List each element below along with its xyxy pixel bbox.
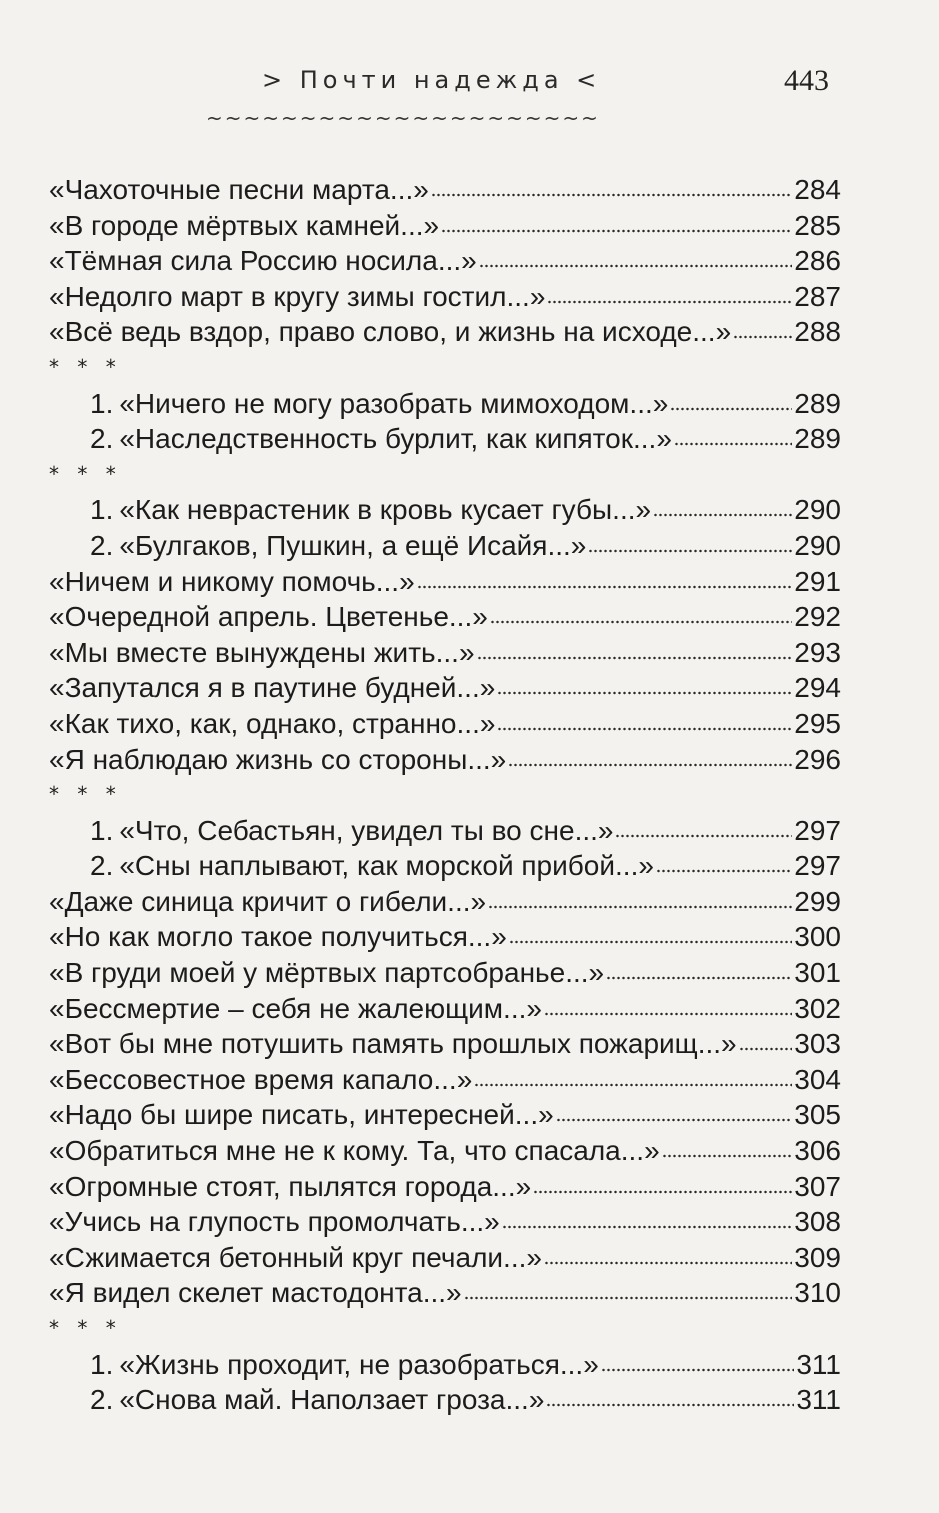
entry-page-number: 302 xyxy=(794,992,841,1024)
dot-leader xyxy=(431,193,792,197)
entry-page-number: 290 xyxy=(794,529,841,561)
table-of-contents xyxy=(49,172,841,1418)
entry-title: «Ничем и никому помочь...» xyxy=(49,565,415,597)
toc-subentry xyxy=(49,1382,841,1418)
entry-title: «Запутался я в паутине будней...» xyxy=(49,672,496,704)
entry-page-number: 311 xyxy=(796,1384,841,1416)
entry-page-number: 297 xyxy=(794,814,841,846)
toc-entry xyxy=(49,742,841,778)
entry-page-number: 296 xyxy=(794,743,841,775)
entry-title: «Обратиться мне не к кому. Та, что спасала...» xyxy=(49,1135,660,1167)
entry-page-number: 292 xyxy=(794,601,841,633)
toc-subentry xyxy=(49,386,841,422)
entry-title: «Недолго март в кругу зимы гостил...» xyxy=(49,280,546,312)
dot-leader xyxy=(615,834,792,838)
entry-page-number: 306 xyxy=(794,1135,841,1167)
entry-title: «Я наблюдаю жизнь со стороны...» xyxy=(49,743,507,775)
section-separator: * * * xyxy=(49,782,122,807)
entry-title: «Учись на глупость промолчать...» xyxy=(49,1206,500,1238)
entry-page-number: 289 xyxy=(794,423,841,455)
toc-entry xyxy=(49,1204,841,1240)
entry-title: «Огромные стоят, пылятся города...» xyxy=(49,1170,532,1202)
entry-page-number: 310 xyxy=(794,1277,841,1309)
entry-title: «Жизнь проходит, не разобраться...» xyxy=(119,1348,599,1380)
running-title: > Почти надежда < xyxy=(262,66,602,94)
dot-leader xyxy=(464,1296,793,1300)
toc-entry xyxy=(49,955,841,991)
entry-page-number: 288 xyxy=(794,316,841,348)
toc-entry xyxy=(49,670,841,706)
dot-leader xyxy=(477,656,793,660)
entry-page-number: 307 xyxy=(794,1170,841,1202)
dot-leader xyxy=(653,513,792,517)
dot-leader xyxy=(656,869,792,873)
toc-entry xyxy=(49,279,841,315)
dot-leader xyxy=(670,407,792,411)
dot-leader xyxy=(601,1368,795,1372)
entry-title: «Но как могло такое получиться...» xyxy=(49,921,507,953)
entry-title: «Даже синица кричит о гибели...» xyxy=(49,885,487,917)
toc-entry xyxy=(49,635,841,671)
entry-title: «Бессовестное время капало...» xyxy=(49,1063,473,1095)
toc-entry xyxy=(49,172,841,208)
entry-title: «Всё ведь вздор, право слово, и жизнь на исходе...» xyxy=(49,316,732,348)
entry-title: «Булгаков, Пушкин, а ещё Исайя...» xyxy=(119,529,587,561)
toc-entry xyxy=(49,208,841,244)
dot-leader xyxy=(479,264,793,268)
entry-page-number: 289 xyxy=(794,387,841,419)
toc-subentry xyxy=(49,1347,841,1383)
toc-entry xyxy=(49,1062,841,1098)
page-number: 443 xyxy=(784,64,829,97)
dot-leader xyxy=(497,727,792,731)
entry-title: «Я видел скелет мастодонта...» xyxy=(49,1277,462,1309)
dot-leader xyxy=(556,1118,793,1122)
section-separator: * * * xyxy=(49,354,122,379)
entry-title: «Тёмная сила Россию носила...» xyxy=(49,245,477,277)
toc-subentry xyxy=(49,528,841,564)
dot-leader xyxy=(474,1083,792,1087)
entry-number: 1. xyxy=(90,494,114,526)
dot-leader xyxy=(488,905,792,909)
entry-title: «Очередной апрель. Цветенье...» xyxy=(49,601,488,633)
dot-leader xyxy=(508,763,792,767)
section-separator: * * * xyxy=(49,1316,122,1340)
entry-page-number: 287 xyxy=(794,280,841,312)
entry-number: 2. xyxy=(90,850,114,882)
entry-title: «Вот бы мне потушить память прошлых пожарищ...» xyxy=(49,1028,737,1060)
entry-page-number: 293 xyxy=(794,636,841,668)
dot-leader xyxy=(588,549,792,553)
dot-leader xyxy=(544,1012,792,1016)
section-separator: * * * xyxy=(49,461,122,486)
entry-title: «Бессмертие – себя не жалеющим...» xyxy=(49,992,542,1024)
entry-number: 2. xyxy=(90,423,114,455)
dot-leader xyxy=(606,976,792,980)
dot-leader xyxy=(497,691,792,695)
toc-entry xyxy=(49,564,841,600)
dot-leader xyxy=(417,585,793,589)
dot-leader xyxy=(502,1225,793,1229)
entry-page-number: 295 xyxy=(794,707,841,739)
dot-leader xyxy=(547,300,792,304)
toc-entry xyxy=(49,1097,841,1133)
entry-page-number: 297 xyxy=(794,850,841,882)
entry-page-number: 300 xyxy=(794,921,841,953)
entry-number: 2. xyxy=(90,1384,114,1416)
entry-number: 1. xyxy=(90,387,114,419)
entry-page-number: 285 xyxy=(794,209,841,241)
entry-title: «Что, Себастьян, увидел ты во сне...» xyxy=(119,814,614,846)
entry-page-number: 311 xyxy=(796,1348,841,1380)
entry-page-number: 303 xyxy=(794,1028,841,1060)
toc-entry xyxy=(49,1169,841,1205)
toc-subentry xyxy=(49,421,841,457)
toc-entry xyxy=(49,599,841,635)
toc-entry xyxy=(49,706,841,742)
dot-leader xyxy=(662,1154,793,1158)
entry-title: «Как тихо, как, однако, странно...» xyxy=(49,707,496,739)
entry-number: 2. xyxy=(90,529,114,561)
entry-number: 1. xyxy=(90,814,114,846)
entry-page-number: 286 xyxy=(794,245,841,277)
entry-title: «Мы вместе вынуждены жить...» xyxy=(49,636,475,668)
entry-page-number: 294 xyxy=(794,672,841,704)
entry-title: «Сжимается бетонный круг печали...» xyxy=(49,1241,542,1273)
dot-leader xyxy=(533,1190,792,1194)
dot-leader xyxy=(546,1403,794,1407)
entry-title: «Чахоточные песни марта...» xyxy=(49,174,429,205)
entry-number: 1. xyxy=(90,1348,114,1380)
entry-page-number: 308 xyxy=(794,1206,841,1238)
toc-subentry xyxy=(49,813,841,849)
toc-entry xyxy=(49,991,841,1027)
entry-title: «В городе мёртвых камней...» xyxy=(49,209,440,241)
toc-entry xyxy=(49,1133,841,1169)
toc-entry xyxy=(49,1240,841,1276)
dot-leader xyxy=(544,1261,792,1265)
dot-leader xyxy=(509,940,793,944)
entry-title: «Сны наплывают, как морской прибой...» xyxy=(119,850,654,882)
toc-entry xyxy=(49,243,841,279)
toc-entry xyxy=(49,314,841,350)
dot-leader xyxy=(733,335,792,339)
dot-leader xyxy=(739,1047,793,1051)
entry-page-number: 284 xyxy=(794,174,841,205)
toc-entry xyxy=(49,884,841,920)
dot-leader xyxy=(441,229,792,233)
dot-leader xyxy=(674,442,792,446)
entry-page-number: 291 xyxy=(794,565,841,597)
entry-title: «Как неврастеник в кровь кусает губы...» xyxy=(119,494,652,526)
toc-entry xyxy=(49,919,841,955)
entry-page-number: 301 xyxy=(794,957,841,989)
entry-page-number: 304 xyxy=(794,1063,841,1095)
entry-title: «Снова май. Наползает гроза...» xyxy=(119,1384,545,1416)
toc-subentry xyxy=(49,848,841,884)
header-ornament: ~~~~~~~~~~~~~~~~~~~~~ xyxy=(206,106,600,130)
entry-title: «Надо бы шире писать, интересней...» xyxy=(49,1099,554,1131)
toc-entry xyxy=(49,1275,841,1311)
entry-page-number: 290 xyxy=(794,494,841,526)
entry-page-number: 299 xyxy=(794,885,841,917)
entry-page-number: 309 xyxy=(794,1241,841,1273)
entry-title: «В груди моей у мёртвых партсобранье...» xyxy=(49,957,605,989)
toc-entry xyxy=(49,1026,841,1062)
entry-page-number: 305 xyxy=(794,1099,841,1131)
entry-title: «Ничего не могу разобрать мимоходом...» xyxy=(119,387,669,419)
toc-subentry xyxy=(49,492,841,528)
dot-leader xyxy=(490,620,792,624)
entry-title: «Наследственность бурлит, как кипяток...» xyxy=(119,423,672,455)
